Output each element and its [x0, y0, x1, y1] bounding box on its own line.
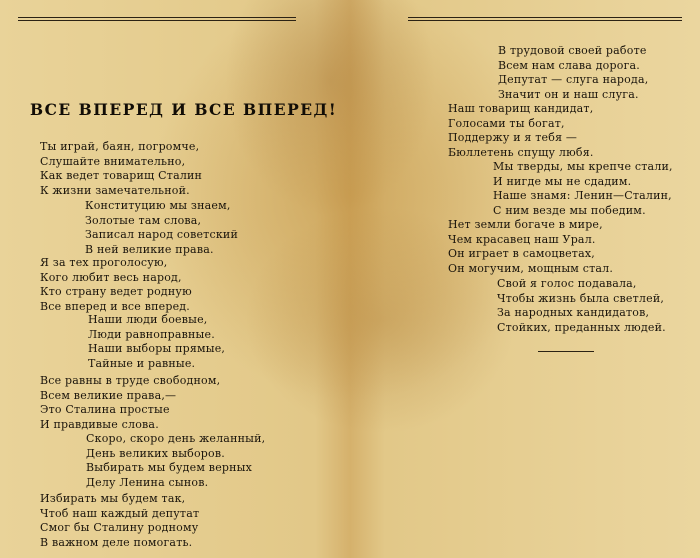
poem-line: Наш товарищ кандидат, — [448, 102, 594, 115]
poem-line: Наши люди боевые, — [88, 313, 208, 326]
poem-line: Свой я голос подавала, — [497, 277, 637, 290]
poem-line: Как ведет товарищ Сталин — [40, 169, 203, 183]
poem-line: Всем нам слава дорога. — [498, 58, 640, 72]
poem-line: Люди равноправные. — [88, 327, 215, 341]
poem-line: Чтобы жизнь была светлей, — [497, 291, 665, 305]
poem-line: Наше знамя: Ленин—Сталин, — [493, 189, 672, 203]
top-rule-left — [18, 17, 296, 21]
poem-line: И нигде мы не сдадим. — [493, 174, 632, 188]
poem-line: Конституцию мы знаем, — [85, 199, 231, 212]
poem-line: Слушайте внимательно, — [40, 154, 186, 168]
poem-line: Все вперед и все вперед. — [40, 299, 190, 313]
poem-line: В важном деле помогать. — [40, 535, 193, 549]
right-page — [350, 0, 700, 558]
stanza-2 — [85, 199, 238, 257]
stanza-4 — [88, 313, 225, 371]
poem-line: К жизни замечательной. — [40, 183, 190, 197]
poem-line: Значит он и наш слуга. — [498, 87, 639, 101]
poem-line: Голосами ты богат, — [448, 116, 565, 130]
poem-line: Золотые там слова, — [85, 213, 202, 227]
poem-line: Бюллетень спущу любя. — [448, 145, 594, 159]
end-divider — [538, 351, 594, 352]
poem-line: В ней великие права. — [85, 242, 214, 256]
poem-line: Это Сталина простые — [40, 403, 170, 417]
poem-line: И правдивые слова. — [40, 417, 159, 431]
stanza-6 — [86, 432, 265, 490]
poem-line: Избирать мы будем так, — [40, 492, 186, 505]
poem-line: Он играет в самоцветах, — [448, 247, 595, 261]
poem-line: За народных кандидатов, — [497, 306, 650, 320]
stanza-7 — [40, 492, 199, 550]
poem-line: Всем великие права,— — [40, 388, 177, 402]
top-rule-right — [408, 17, 682, 21]
stanza-3 — [40, 256, 192, 314]
poem-line: Делу Ленина сынов. — [86, 475, 209, 489]
poem-line: Все равны в труде свободном, — [40, 374, 221, 387]
stanza-8 — [498, 44, 648, 102]
poem-line: Тайные и равные. — [88, 356, 196, 370]
stanza-10 — [493, 160, 673, 218]
poem-line: Кто страну ведет родную — [40, 285, 192, 299]
poem-line: Мы тверды, мы крепче стали, — [493, 160, 673, 173]
poem-line: Выбирать мы будем верных — [86, 461, 253, 475]
poem-line: Кого любит весь народ, — [40, 270, 182, 284]
poem-line: Я за тех проголосую, — [40, 256, 168, 269]
stanza-12 — [497, 277, 666, 335]
poem-line: Ты играй, баян, погромче, — [40, 140, 200, 153]
poem-line: Скоро, скоро день желанный, — [86, 432, 266, 445]
stanza-1 — [40, 140, 202, 198]
stanza-5 — [40, 374, 220, 432]
poem-line: Поддержу и я тебя — — [448, 131, 578, 145]
poem-line: Смог бы Сталину родному — [40, 521, 199, 535]
poem-line: Депутат — слуга народа, — [498, 73, 649, 87]
poem-line: Нет земли богаче в мире, — [448, 218, 603, 231]
poem-line: Он могучим, мощным стал. — [448, 261, 614, 275]
poem-line: День великих выборов. — [86, 446, 225, 460]
stanza-9 — [448, 102, 594, 160]
poem-line: В трудовой своей работе — [498, 44, 647, 57]
poem-line: Стойких, преданных людей. — [497, 320, 666, 334]
poem-line: Записал народ советский — [85, 228, 238, 242]
poem-title: ВСЕ ВПЕРЕД И ВСЕ ВПЕРЕД! — [30, 100, 338, 119]
poem-line: Чтоб наш каждый депутат — [40, 506, 200, 520]
poem-line: Наши выборы прямые, — [88, 342, 226, 356]
stanza-11 — [448, 218, 613, 276]
poem-line: Чем красавец наш Урал. — [448, 232, 596, 246]
poem-line: С ним везде мы победим. — [493, 203, 646, 217]
